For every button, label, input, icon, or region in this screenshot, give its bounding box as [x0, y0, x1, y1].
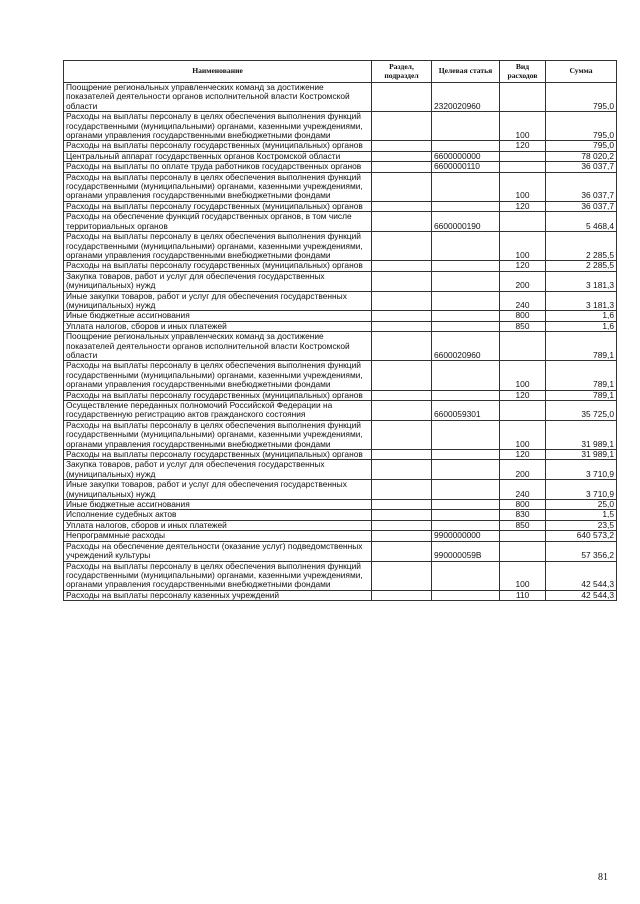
row-name-cell: Расходы на обеспечение деятельности (оказание услуг) подведомственных учреждений культуры: [64, 541, 372, 561]
row-kind-cell: 800: [500, 500, 546, 510]
row-section-cell: [372, 311, 432, 321]
row-section-cell: [372, 590, 432, 600]
table-header-row: [64, 61, 617, 83]
row-sum-cell: 42 544,3: [546, 590, 617, 600]
budget-table-sheet: [63, 60, 616, 601]
row-target-cell: [432, 450, 500, 460]
row-kind-cell: 850: [500, 321, 546, 331]
row-section-cell: [372, 83, 432, 112]
row-name-cell: Иные закупки товаров, работ и услуг для обеспечения государственных (муниципальных) нужд: [64, 291, 372, 311]
row-kind-cell: [500, 151, 546, 161]
row-kind-cell: [500, 83, 546, 112]
row-kind-cell: 120: [500, 201, 546, 211]
row-sum-cell: 3 710,9: [546, 480, 617, 500]
row-target-cell: [432, 520, 500, 530]
row-name-cell: Иные бюджетные ассигнования: [64, 311, 372, 321]
row-section-cell: [372, 201, 432, 211]
row-name-cell: Поощрение региональных управленческих команд за достижение показателей деятельности органов исполнительной власти Костромской области: [64, 332, 372, 361]
row-section-cell: [372, 141, 432, 151]
row-kind-cell: 100: [500, 420, 546, 449]
row-kind-cell: 850: [500, 520, 546, 530]
row-sum-cell: 25,0: [546, 500, 617, 510]
table-row: [64, 531, 617, 541]
row-target-cell: [432, 112, 500, 141]
row-kind-cell: 110: [500, 590, 546, 600]
row-target-cell: [432, 311, 500, 321]
header-target: Целевая статья: [432, 61, 500, 83]
row-sum-cell: 57 356,2: [546, 541, 617, 561]
row-target-cell: 2320020960: [432, 83, 500, 112]
row-sum-cell: 789,1: [546, 332, 617, 361]
row-name-cell: Расходы на выплаты персоналу в целях обеспечения выполнения функций государственными (муниципальными) органами, казенными учреждениями, органами управления государственными внебюджетными фондами: [64, 232, 372, 261]
row-section-cell: [372, 541, 432, 561]
row-sum-cell: 789,1: [546, 390, 617, 400]
row-target-cell: [432, 390, 500, 400]
row-sum-cell: 2 285,5: [546, 261, 617, 271]
row-section-cell: [372, 162, 432, 172]
row-section-cell: [372, 420, 432, 449]
row-target-cell: [432, 172, 500, 201]
table-row: [64, 212, 617, 232]
table-row: [64, 590, 617, 600]
row-name-cell: Расходы на выплаты персоналу государственных (муниципальных) органов: [64, 390, 372, 400]
row-name-cell: Расходы на выплаты персоналу государственных (муниципальных) органов: [64, 201, 372, 211]
row-kind-cell: 240: [500, 291, 546, 311]
row-section-cell: [372, 261, 432, 271]
table-row: [64, 332, 617, 361]
row-target-cell: [432, 500, 500, 510]
row-sum-cell: 1,6: [546, 311, 617, 321]
row-kind-cell: [500, 531, 546, 541]
table-row: [64, 321, 617, 331]
row-name-cell: Осуществление переданных полномочий Российской Федерации на государственную регистрацию актов гражданского состояния: [64, 401, 372, 421]
row-sum-cell: 78 020,2: [546, 151, 617, 161]
row-kind-cell: 200: [500, 460, 546, 480]
row-section-cell: [372, 361, 432, 390]
table-row: [64, 541, 617, 561]
header-kind: Вид расходов: [500, 61, 546, 83]
row-section-cell: [372, 450, 432, 460]
row-kind-cell: 200: [500, 271, 546, 291]
row-name-cell: Поощрение региональных управленческих команд за достижение показателей деятельности органов исполнительной власти Костромской области: [64, 83, 372, 112]
row-name-cell: Закупка товаров, работ и услуг для обеспечения государственных (муниципальных) нужд: [64, 460, 372, 480]
row-name-cell: Расходы на выплаты персоналу в целях обеспечения выполнения функций государственными (муниципальными) органами, казенными учреждениями, органами управления государственными внебюджетными фондами: [64, 361, 372, 390]
row-sum-cell: 36 037,7: [546, 201, 617, 211]
row-sum-cell: 1,5: [546, 510, 617, 520]
row-name-cell: Расходы на выплаты персоналу государственных (муниципальных) органов: [64, 141, 372, 151]
row-section-cell: [372, 480, 432, 500]
row-target-cell: 6600059301: [432, 401, 500, 421]
row-name-cell: Расходы на выплаты персоналу государственных (муниципальных) органов: [64, 450, 372, 460]
row-section-cell: [372, 520, 432, 530]
row-target-cell: [432, 141, 500, 151]
row-sum-cell: 789,1: [546, 361, 617, 390]
row-sum-cell: 3 181,3: [546, 271, 617, 291]
table-row: [64, 162, 617, 172]
row-name-cell: Уплата налогов, сборов и иных платежей: [64, 520, 372, 530]
table-row: [64, 141, 617, 151]
table-row: [64, 390, 617, 400]
table-row: [64, 500, 617, 510]
row-section-cell: [372, 112, 432, 141]
row-section-cell: [372, 271, 432, 291]
row-section-cell: [372, 212, 432, 232]
row-target-cell: [432, 232, 500, 261]
row-section-cell: [372, 151, 432, 161]
row-name-cell: Исполнение судебных актов: [64, 510, 372, 520]
row-name-cell: Расходы на выплаты персоналу государственных (муниципальных) органов: [64, 261, 372, 271]
table-row: [64, 361, 617, 390]
row-target-cell: 6600020960: [432, 332, 500, 361]
row-name-cell: Закупка товаров, работ и услуг для обеспечения государственных (муниципальных) нужд: [64, 271, 372, 291]
row-target-cell: 6600000110: [432, 162, 500, 172]
row-target-cell: 990000059В: [432, 541, 500, 561]
row-kind-cell: 240: [500, 480, 546, 500]
row-sum-cell: 795,0: [546, 83, 617, 112]
row-sum-cell: 42 544,3: [546, 561, 617, 590]
row-name-cell: Расходы на выплаты по оплате труда работников государственных органов: [64, 162, 372, 172]
row-section-cell: [372, 321, 432, 331]
row-name-cell: Расходы на выплаты персоналу казенных учреждений: [64, 590, 372, 600]
row-target-cell: 9900000000: [432, 531, 500, 541]
table-row: [64, 510, 617, 520]
row-sum-cell: 640 573,2: [546, 531, 617, 541]
row-kind-cell: 120: [500, 390, 546, 400]
table-row: [64, 561, 617, 590]
row-sum-cell: 36 037,7: [546, 172, 617, 201]
row-target-cell: [432, 201, 500, 211]
row-target-cell: [432, 420, 500, 449]
row-name-cell: Расходы на выплаты персоналу в целях обеспечения выполнения функций государственными (муниципальными) органами, казенными учреждениями, органами управления государственными внебюджетными фондами: [64, 112, 372, 141]
row-name-cell: Уплата налогов, сборов и иных платежей: [64, 321, 372, 331]
row-kind-cell: 100: [500, 361, 546, 390]
row-target-cell: [432, 271, 500, 291]
row-section-cell: [372, 510, 432, 520]
row-target-cell: [432, 361, 500, 390]
table-row: [64, 480, 617, 500]
table-row: [64, 460, 617, 480]
row-sum-cell: 1,6: [546, 321, 617, 331]
row-section-cell: [372, 561, 432, 590]
row-target-cell: [432, 291, 500, 311]
row-target-cell: 6600000000: [432, 151, 500, 161]
row-section-cell: [372, 401, 432, 421]
row-name-cell: Расходы на выплаты персоналу в целях обеспечения выполнения функций государственными (муниципальными) органами, казенными учреждениями, органами управления государственными внебюджетными фондами: [64, 561, 372, 590]
header-name: Наименование: [64, 61, 372, 83]
row-sum-cell: 35 725,0: [546, 401, 617, 421]
table-row: [64, 112, 617, 141]
budget-table: [63, 60, 617, 601]
row-sum-cell: 5 468,4: [546, 212, 617, 232]
row-target-cell: 6600000190: [432, 212, 500, 232]
row-sum-cell: 31 989,1: [546, 450, 617, 460]
row-kind-cell: 100: [500, 172, 546, 201]
row-name-cell: Непрограммные расходы: [64, 531, 372, 541]
table-row: [64, 261, 617, 271]
table-body: [64, 83, 617, 601]
row-kind-cell: [500, 541, 546, 561]
row-name-cell: Расходы на обеспечение функций государственных органов, в том числе территориальных органов: [64, 212, 372, 232]
row-section-cell: [372, 460, 432, 480]
table-row: [64, 420, 617, 449]
row-target-cell: [432, 480, 500, 500]
row-sum-cell: 3 181,3: [546, 291, 617, 311]
header-sum: Сумма: [546, 61, 617, 83]
row-name-cell: Расходы на выплаты персоналу в целях обеспечения выполнения функций государственными (муниципальными) органами, казенными учреждениями, органами управления государственными внебюджетными фондами: [64, 420, 372, 449]
row-kind-cell: [500, 162, 546, 172]
row-name-cell: Иные бюджетные ассигнования: [64, 500, 372, 510]
row-target-cell: [432, 460, 500, 480]
row-target-cell: [432, 590, 500, 600]
table-row: [64, 401, 617, 421]
table-row: [64, 291, 617, 311]
row-sum-cell: 23,5: [546, 520, 617, 530]
table-row: [64, 232, 617, 261]
table-row: [64, 271, 617, 291]
row-kind-cell: 800: [500, 311, 546, 321]
row-name-cell: Иные закупки товаров, работ и услуг для обеспечения государственных (муниципальных) нужд: [64, 480, 372, 500]
header-section: Раздел, подраздел: [372, 61, 432, 83]
row-sum-cell: 36 037,7: [546, 162, 617, 172]
row-section-cell: [372, 232, 432, 261]
row-section-cell: [372, 390, 432, 400]
row-sum-cell: 795,0: [546, 112, 617, 141]
row-target-cell: [432, 261, 500, 271]
row-section-cell: [372, 531, 432, 541]
row-kind-cell: 120: [500, 450, 546, 460]
row-name-cell: Центральный аппарат государственных органов Костромской области: [64, 151, 372, 161]
row-kind-cell: 120: [500, 261, 546, 271]
row-sum-cell: 3 710,9: [546, 460, 617, 480]
table-row: [64, 201, 617, 211]
table-row: [64, 520, 617, 530]
row-section-cell: [372, 332, 432, 361]
row-kind-cell: [500, 332, 546, 361]
table-row: [64, 450, 617, 460]
row-sum-cell: 31 989,1: [546, 420, 617, 449]
row-kind-cell: [500, 401, 546, 421]
row-sum-cell: 795,0: [546, 141, 617, 151]
row-kind-cell: 100: [500, 561, 546, 590]
row-section-cell: [372, 172, 432, 201]
row-kind-cell: 120: [500, 141, 546, 151]
row-name-cell: Расходы на выплаты персоналу в целях обеспечения выполнения функций государственными (муниципальными) органами, казенными учреждениями, органами управления государственными внебюджетными фондами: [64, 172, 372, 201]
table-row: [64, 172, 617, 201]
row-section-cell: [372, 291, 432, 311]
row-section-cell: [372, 500, 432, 510]
table-row: [64, 311, 617, 321]
row-target-cell: [432, 321, 500, 331]
row-kind-cell: 100: [500, 232, 546, 261]
row-kind-cell: 100: [500, 112, 546, 141]
table-row: [64, 151, 617, 161]
page-number: 81: [598, 872, 608, 883]
row-sum-cell: 2 285,5: [546, 232, 617, 261]
row-target-cell: [432, 510, 500, 520]
table-row: [64, 83, 617, 112]
row-kind-cell: [500, 212, 546, 232]
row-kind-cell: 830: [500, 510, 546, 520]
row-target-cell: [432, 561, 500, 590]
